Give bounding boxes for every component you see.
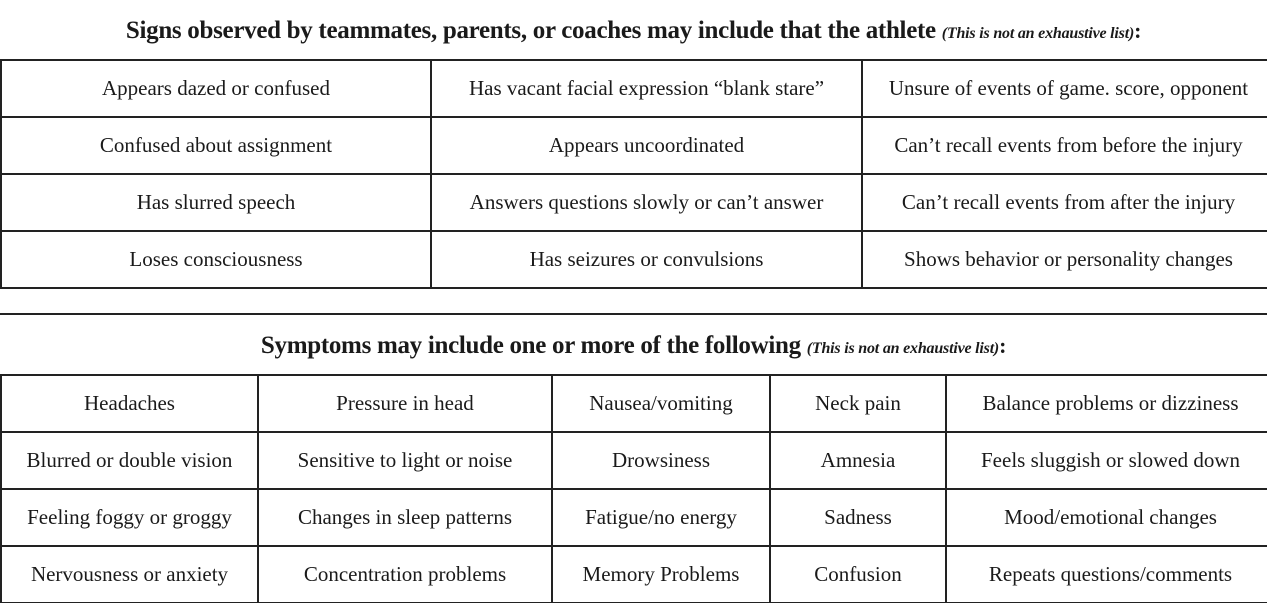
signs-title-note: (This is not an exhaustive list)	[941, 25, 1135, 42]
table-row	[1, 174, 1267, 231]
table-cell: Changes in sleep patterns	[258, 489, 552, 546]
table-cell: Neck pain	[770, 375, 946, 432]
section-divider	[0, 313, 1267, 315]
table-cell: Concentration problems	[258, 546, 552, 603]
table-row	[1, 231, 1267, 288]
table-cell: Can’t recall events from after the injury	[862, 174, 1267, 231]
table-cell: Has slurred speech	[1, 174, 431, 231]
table-cell: Feeling foggy or groggy	[1, 489, 258, 546]
table-cell: Mood/emotional changes	[946, 489, 1267, 546]
table-cell: Appears dazed or confused	[1, 60, 431, 117]
table-cell: Can’t recall events from before the injury	[862, 117, 1267, 174]
table-cell: Nervousness or anxiety	[1, 546, 258, 603]
table-cell: Pressure in head	[258, 375, 552, 432]
table-cell: Drowsiness	[552, 432, 770, 489]
table-cell: Answers questions slowly or can’t answer	[431, 174, 862, 231]
signs-table	[0, 59, 1267, 289]
symptoms-section-title	[0, 328, 1267, 364]
table-cell: Has seizures or convulsions	[431, 231, 862, 288]
table-cell: Memory Problems	[552, 546, 770, 603]
table-cell: Repeats questions/comments	[946, 546, 1267, 603]
table-row	[1, 117, 1267, 174]
table-row	[1, 432, 1267, 489]
symptoms-title-note: (This is not an exhaustive list)	[806, 340, 1000, 357]
table-row	[1, 546, 1267, 603]
signs-section-title	[0, 14, 1267, 48]
signs-title-colon: :	[1134, 18, 1142, 43]
table-cell: Confusion	[770, 546, 946, 603]
table-cell: Loses consciousness	[1, 231, 431, 288]
table-cell: Nausea/vomiting	[552, 375, 770, 432]
table-cell: Amnesia	[770, 432, 946, 489]
table-cell: Confused about assignment	[1, 117, 431, 174]
table-cell: Shows behavior or personality changes	[862, 231, 1267, 288]
table-cell: Balance problems or dizziness	[946, 375, 1267, 432]
table-cell: Headaches	[1, 375, 258, 432]
table-cell: Sensitive to light or noise	[258, 432, 552, 489]
symptoms-table	[0, 374, 1267, 603]
table-row	[1, 60, 1267, 117]
table-cell: Appears uncoordinated	[431, 117, 862, 174]
table-cell: Blurred or double vision	[1, 432, 258, 489]
table-row	[1, 375, 1267, 432]
signs-title-text: Signs observed by teammates, parents, or coaches may include that the athlete	[125, 17, 936, 44]
table-cell: Has vacant facial expression “blank stare”	[431, 60, 862, 117]
table-cell: Unsure of events of game. score, opponent	[862, 60, 1267, 117]
symptoms-title-text: Symptoms may include one or more of the following	[260, 332, 801, 359]
symptoms-title-colon: :	[999, 333, 1007, 358]
table-cell: Feels sluggish or slowed down	[946, 432, 1267, 489]
table-row	[1, 489, 1267, 546]
table-cell: Fatigue/no energy	[552, 489, 770, 546]
table-cell: Sadness	[770, 489, 946, 546]
